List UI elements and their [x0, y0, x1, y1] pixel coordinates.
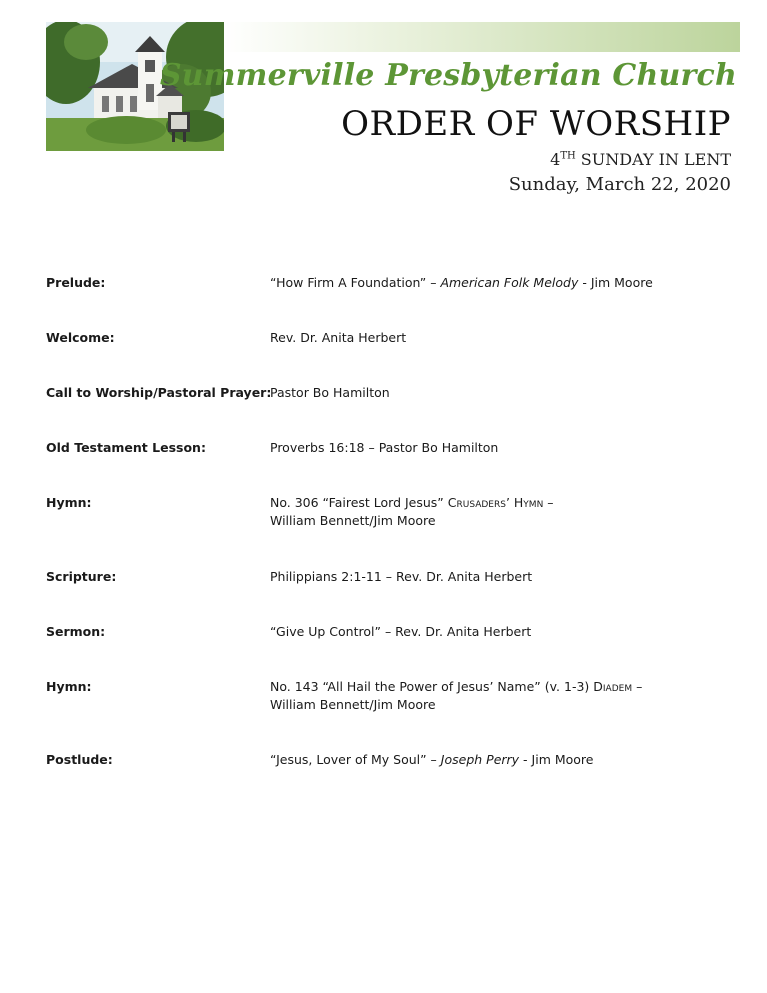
- order-item-label: Scripture:: [46, 569, 117, 584]
- order-text: –: [543, 495, 554, 510]
- order-item-line: [270, 274, 730, 292]
- order-item-line: [270, 512, 730, 530]
- order-item-line: [270, 329, 730, 347]
- order-text: “Jesus, Lover of My Soul” –: [270, 752, 441, 767]
- composer-text: American Folk Melody: [440, 275, 579, 290]
- order-text: No. 306 “Fairest Lord Jesus”: [270, 495, 448, 510]
- order-item-content: [270, 568, 730, 586]
- order-item-content: [270, 329, 730, 347]
- order-text: - Jim Moore: [519, 752, 594, 767]
- order-item-label: Postlude:: [46, 752, 113, 767]
- tune-name: Diadem: [593, 679, 633, 694]
- order-item-label: Old Testament Lesson:: [46, 440, 206, 455]
- order-item-line: [270, 751, 730, 769]
- page-title: ORDER OF WORSHIP: [341, 104, 731, 144]
- order-item-content: [270, 678, 730, 714]
- order-text: Proverbs 16:18 – Pastor Bo Hamilton: [270, 440, 499, 455]
- order-item-label: Sermon:: [46, 624, 106, 639]
- church-name: Summerville Presbyterian Church: [159, 58, 737, 93]
- order-item-line: [270, 696, 730, 714]
- order-item-line: [270, 384, 730, 402]
- service-date: Sunday, March 22, 2020: [508, 174, 731, 195]
- order-text: Philippians 2:1-11 – Rev. Dr. Anita Herbert: [270, 569, 533, 584]
- header-banner: [222, 22, 740, 52]
- order-item-line: [270, 439, 730, 457]
- order-text: No. 143 “All Hail the Power of Jesus’ Name” (v. 1-3): [270, 679, 594, 694]
- order-item-line: [270, 623, 730, 641]
- order-item-label: Welcome:: [46, 330, 115, 345]
- order-text: “How Firm A Foundation” –: [270, 275, 441, 290]
- order-item-content: [270, 751, 730, 769]
- order-item-content: [270, 274, 730, 292]
- order-text: William Bennett/Jim Moore: [270, 697, 436, 712]
- order-item-line: [270, 678, 730, 696]
- order-text: –: [632, 679, 643, 694]
- order-text: Pastor Bo Hamilton: [270, 385, 390, 400]
- order-item-label: Call to Worship/Pastoral Prayer:: [46, 385, 272, 400]
- order-item-label: Hymn:: [46, 679, 92, 694]
- order-item-label: Prelude:: [46, 275, 106, 290]
- order-item-content: [270, 623, 730, 641]
- composer-text: Joseph Perry: [440, 752, 520, 767]
- order-text: William Bennett/Jim Moore: [270, 513, 436, 528]
- order-item-line: [270, 494, 730, 512]
- order-text: Rev. Dr. Anita Herbert: [270, 330, 407, 345]
- order-text: “Give Up Control” – Rev. Dr. Anita Herbert: [270, 624, 532, 639]
- liturgical-day: 4TH SUNDAY IN LENT: [550, 150, 731, 169]
- order-item-content: [270, 439, 730, 457]
- order-item-content: [270, 494, 730, 530]
- order-item-label: Hymn:: [46, 495, 92, 510]
- order-text: - Jim Moore: [578, 275, 653, 290]
- order-item-line: [270, 568, 730, 586]
- order-item-content: [270, 384, 730, 402]
- tune-name: Crusaders’ Hymn: [447, 495, 544, 510]
